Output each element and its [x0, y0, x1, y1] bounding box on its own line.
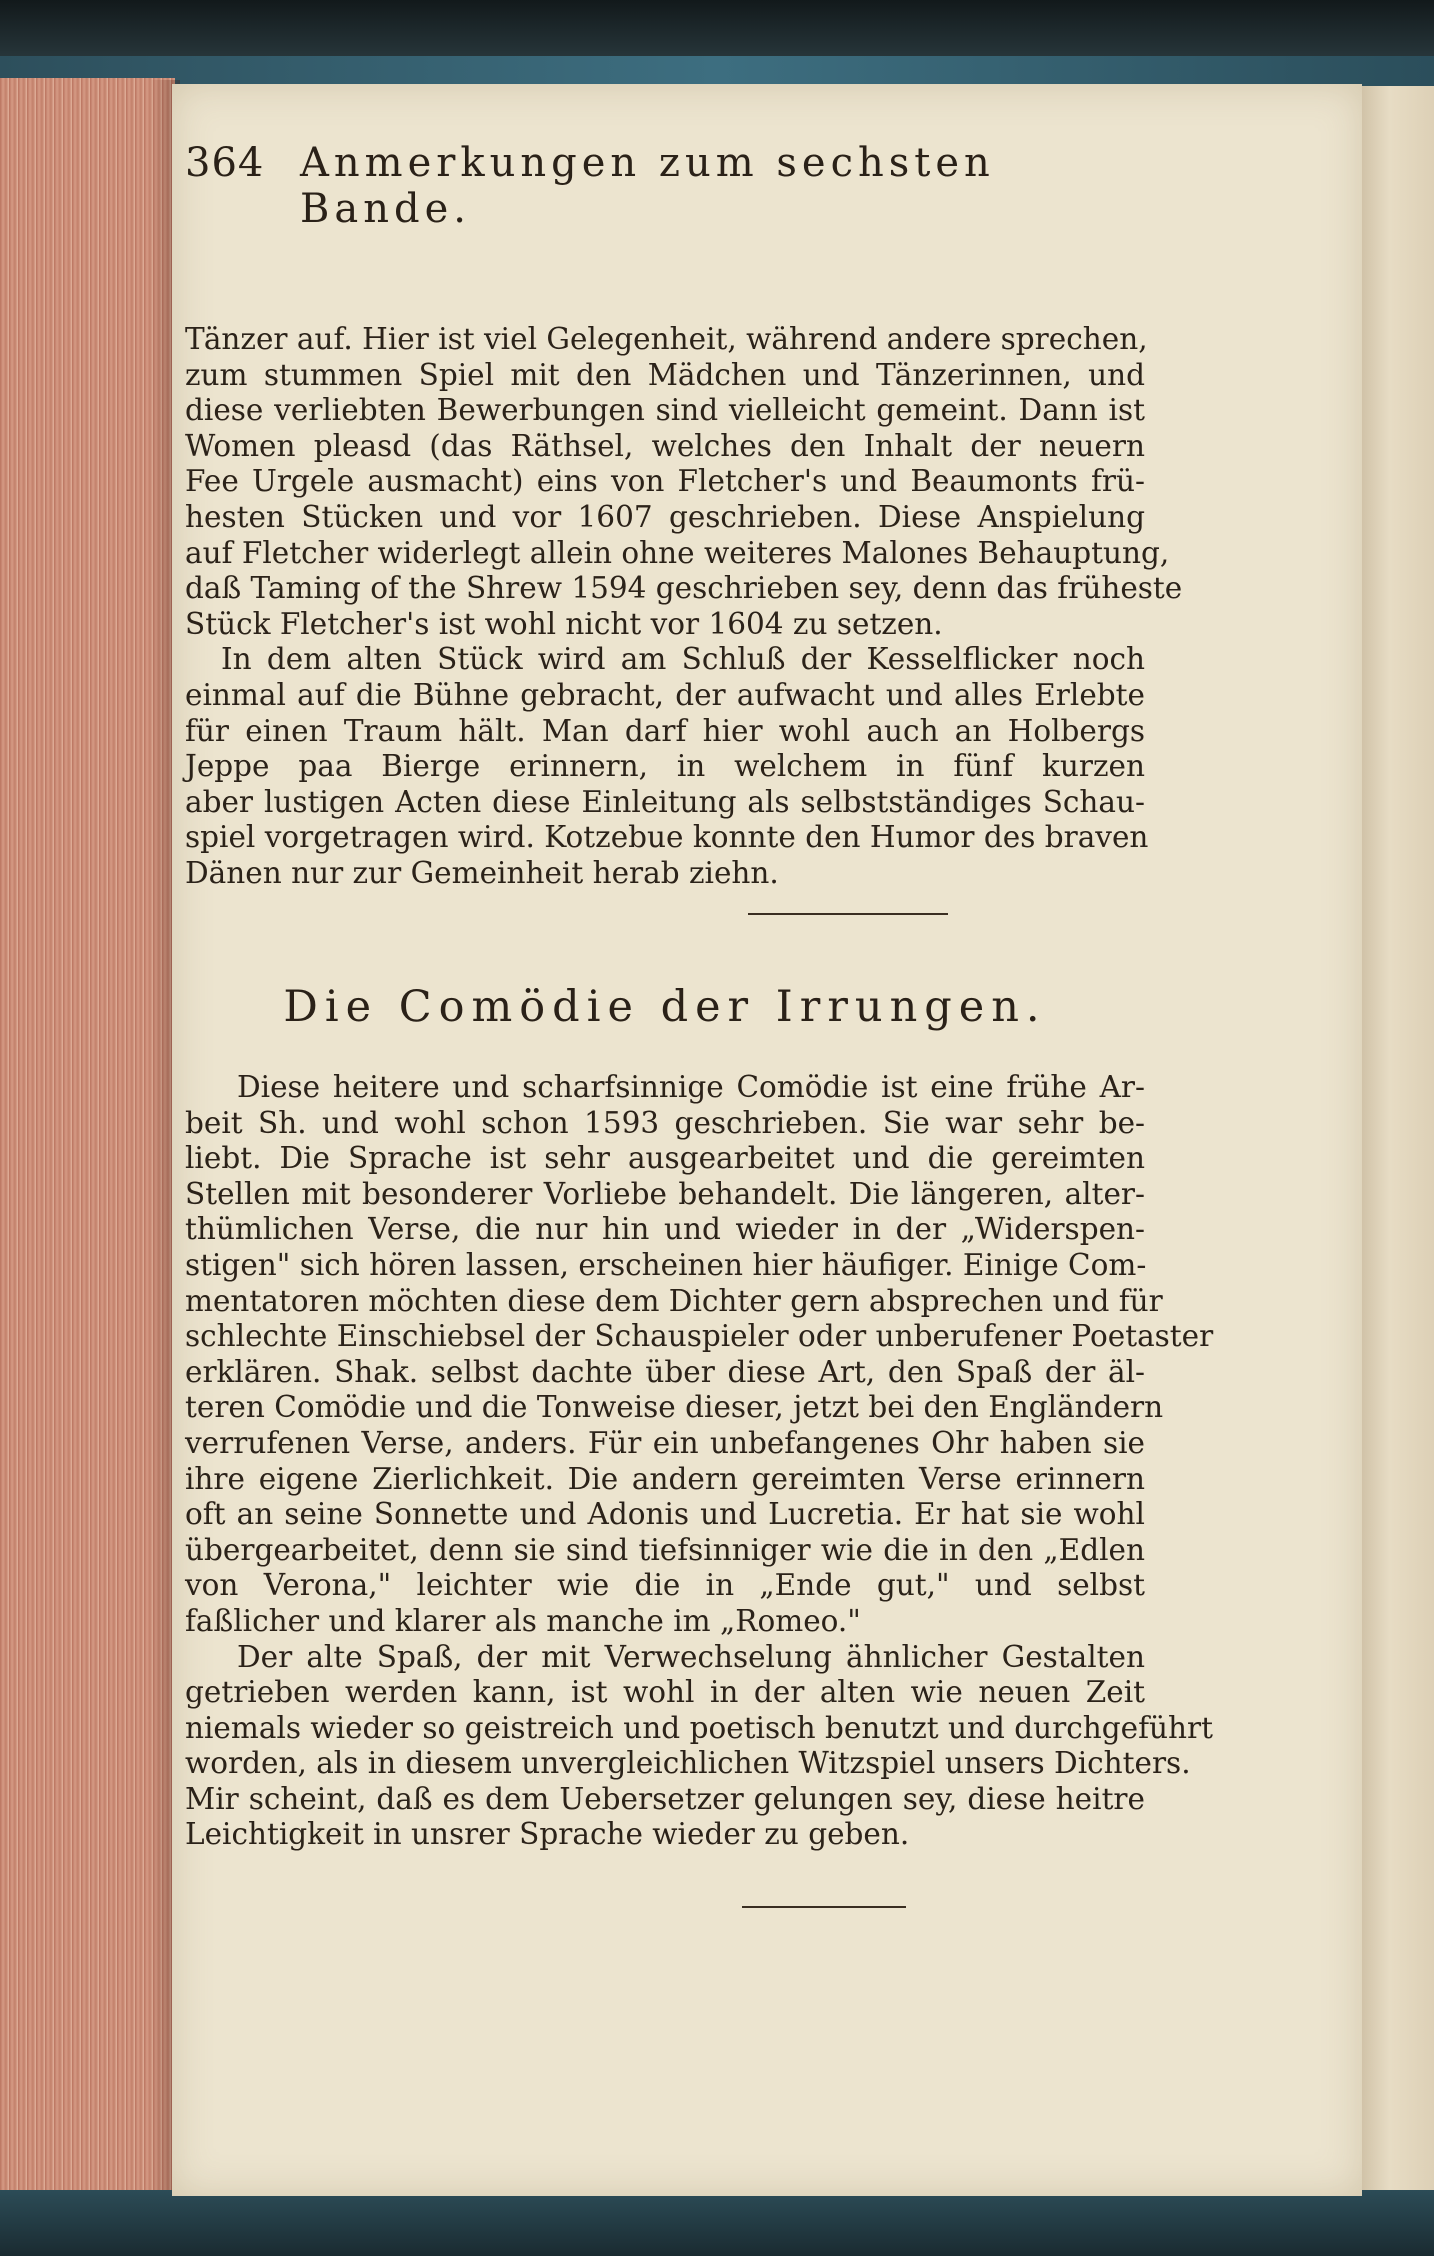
end-divider	[742, 1906, 906, 1908]
text-line: Leichtigkeit in unsrer Sprache wieder zu geben.	[185, 1817, 910, 1852]
text-line: In dem alten Stück wird am Schluß der Kesselflicker noch	[221, 642, 1145, 677]
text-line: worden, als in diesem unvergleichlichen Witzspiel unsers Dichters.	[185, 1746, 1191, 1781]
text-line: Women pleasd (das Räthsel, welches den Inhalt der neuern	[185, 428, 1145, 463]
text-line: ihre eigene Zierlichkeit. Die andern gereimten Verse erinnern	[185, 1461, 1145, 1496]
page-number: 364	[185, 140, 265, 186]
section-2-text	[185, 1070, 1214, 1853]
text-line: Dänen nur zur Gemeinheit herab ziehn.	[185, 855, 779, 890]
page-header	[185, 140, 1145, 232]
text-line: teren Comödie und die Tonweise dieser, jetzt bei den Engländern	[185, 1390, 1164, 1425]
text-line: niemals wieder so geistreich und poetisch benutzt und durchgeführt	[185, 1710, 1213, 1745]
text-line: thümlichen Verse, die nur hin und wieder in der „Widerspen-	[185, 1212, 1145, 1247]
text-line: Fee Urgele ausmacht) eins von Fletcher's und Beaumonts frü-	[185, 464, 1145, 499]
text-line: Tänzer auf. Hier ist viel Gelegenheit, während andere sprechen,	[185, 322, 1148, 356]
text-line: Diese heitere und scharfsinnige Comödie ist eine frühe Ar-	[237, 1070, 1145, 1104]
text-line: erklären. Shak. selbst dachte über diese Art, den Spaß der äl-	[185, 1354, 1145, 1389]
text-line: Der alte Spaß, der mit Verwechselung ähnlicher Gestalten	[237, 1639, 1145, 1674]
text-line: auf Fletcher widerlegt allein ohne weiteres Malones Behauptung,	[185, 535, 1170, 570]
page-edges-left	[0, 78, 175, 2198]
text-line: hesten Stücken und vor 1607 geschrieben. Diese Anspielung	[185, 499, 1145, 534]
text-line: Jeppe paa Bierge erinnern, in welchem in fünf kurzen	[185, 749, 1145, 784]
text-line: daß Taming of the Shrew 1594 geschrieben sey, denn das früheste	[185, 571, 1183, 606]
running-head: Anmerkungen zum sechsten Bande.	[300, 140, 995, 232]
text-line: übergearbeitet, denn sie sind tiefsinniger wie die in den „Edlen	[185, 1532, 1145, 1567]
text-line: verrufenen Verse, anders. Für ein unbefangenes Ohr haben sie	[185, 1425, 1145, 1460]
text-line: aber lustigen Acten diese Einleitung als selbstständiges Schau-	[185, 784, 1145, 819]
text-line: Mir scheint, daß es dem Uebersetzer gelungen sey, diese heitre	[185, 1781, 1145, 1816]
text-line: zum stummen Spiel mit den Mädchen und Tänzerinnen, und	[185, 357, 1145, 392]
page-edge-right	[1360, 86, 1434, 2196]
text-line: Stellen mit besonderer Vorliebe behandelt. Die längeren, alter-	[185, 1176, 1145, 1211]
text-line: schlechte Einschiebsel der Schauspieler oder unberufener Poetaster	[185, 1319, 1214, 1354]
text-line: spiel vorgetragen wird. Kotzebue konnte den Humor des braven	[185, 820, 1149, 855]
text-line: diese verliebten Bewerbungen sind vielleicht gemeint. Dann ist	[185, 393, 1145, 428]
section-1-text	[185, 322, 1183, 892]
text-line: faßlicher und klarer als manche im „Romeo."	[185, 1603, 861, 1638]
section-divider	[748, 913, 948, 915]
text-line: stigen" sich hören lassen, erscheinen hier häufiger. Einige Com-	[185, 1247, 1147, 1282]
text-line: für einen Traum hält. Man darf hier wohl auch an Holbergs	[185, 713, 1145, 748]
text-line: liebt. Die Sprache ist sehr ausgearbeitet und die gereimten	[185, 1141, 1145, 1176]
text-line: oft an seine Sonnette und Adonis und Lucretia. Er hat sie wohl	[185, 1497, 1145, 1532]
text-line: einmal auf die Bühne gebracht, der aufwacht und alles Erlebte	[185, 677, 1145, 712]
text-line: von Verona," leichter wie die in „Ende gut," und selbst	[185, 1568, 1145, 1603]
text-line: getrieben werden kann, ist wohl in der alten wie neuen Zeit	[185, 1675, 1145, 1710]
book-cover-bottom	[0, 2190, 1434, 2256]
section-heading: Die Comödie der Irrungen.	[283, 982, 1047, 1032]
text-line: beit Sh. und wohl schon 1593 geschrieben. Sie war sehr be-	[185, 1105, 1145, 1140]
text-line: mentatoren möchten diese dem Dichter gern absprechen und für	[185, 1283, 1163, 1318]
text-line: Stück Fletcher's ist wohl nicht vor 1604 zu setzen.	[185, 606, 943, 641]
